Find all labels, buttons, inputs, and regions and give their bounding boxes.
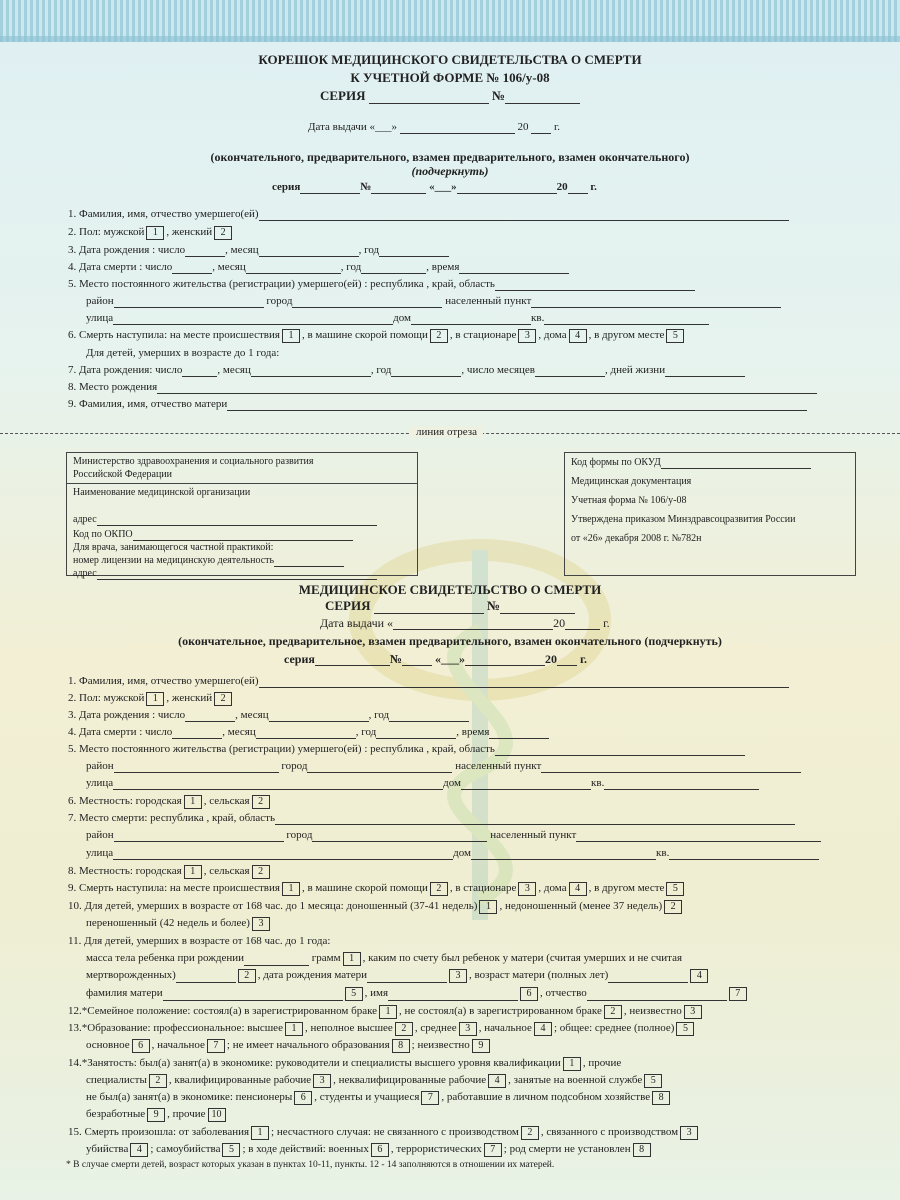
stub-line-5c: улица дом кв. <box>86 311 709 325</box>
cert-prev-series: серия № «___» 20 г. <box>284 652 588 666</box>
cert-line-14c: не был(а) занят(а) в экономике: пенсионеры 6 , студенты и учащиеся 7 , работавшие в личном подсобном хозяйстве 8 <box>86 1090 672 1105</box>
cert-line-11b: масса тела ребенка при рождении грамм 1 , каким по счету был ребенок у матери (считая умерших и не считая <box>86 952 683 964</box>
cert-line-7: 7. Место смерти: республика , край, область <box>68 811 795 825</box>
cert-line-5c: улица дом кв. <box>86 776 759 790</box>
cert-line-2: 2. Пол: мужской 1 , женский 2 <box>68 691 234 706</box>
cert-line-10: 10. Для детей, умерших в возрасте от 168 час. до 1 месяца: доношенный (37-41 недель) 1 , недоношенный (менее 37 недель) 2 <box>68 899 684 914</box>
cert-line-11d: фамилия матери 5 , имя 6 , отчество 7 <box>86 986 749 1001</box>
cert-line-9: 9. Смерть наступила: на месте происшествия 1 , в машине скорой помощи 2 , в стационаре 3 , дома 4 , в другом месте 5 <box>68 881 686 896</box>
organization-box: Министерство здравоохранения и социального развития Российской Федерации Наименование медицинской организации адрес Код по ОКПО Для врача, занимающегося частной практикой: номер лицензии на медицинскую деятельность адрес <box>66 452 418 576</box>
cert-line-6: 6. Местность: городская 1 , сельская 2 <box>68 794 272 809</box>
stub-line-7: 7. Дата рождения: число , месяц , год , число месяцев , дней жизни <box>68 363 745 377</box>
stub-line-9: 9. Фамилия, имя, отчество матери <box>68 397 807 411</box>
cert-line-11c: мертворожденных) 2 , дата рождения матери 3 , возраст матери (полных лет) 4 <box>86 968 710 983</box>
cert-title: МЕДИЦИНСКОЕ СВИДЕТЕЛЬСТВО О СМЕРТИ <box>298 582 602 597</box>
form-code-box: Код формы по ОКУД Медицинская документация Учетная форма № 106/у-08 Утверждена приказом Минздравсоцразвития России от «26» декабря 2008 г. №782н <box>564 452 856 576</box>
cert-line-10b: переношенный (42 недель и более) 3 <box>86 916 272 931</box>
cert-line-14: 14.*Занятость: был(а) занят(а) в экономике: руководители и специалисты высшего уровня квалификации 1 , прочие <box>68 1057 622 1069</box>
stub-line-1: 1. Фамилия, имя, отчество умершего(ей) <box>68 207 789 221</box>
cert-series-line: СЕРИЯ № <box>0 598 900 614</box>
stub-issue-date: Дата выдачи «___» 20 г. <box>308 121 560 133</box>
cert-line-7c: улица дом кв. <box>86 846 819 860</box>
stub-series-line: СЕРИЯ № <box>0 88 900 104</box>
footnote: * В случае смерти детей, возраст которых указан в пунктах 10-11, пункты. 12 - 14 заполняются в отношении их матерей. <box>66 1160 555 1170</box>
stub-line-8: 8. Место рождения <box>68 380 817 394</box>
cert-line-1: 1. Фамилия, имя, отчество умершего(ей) <box>68 674 789 688</box>
cert-line-7b: район город населенный пункт <box>86 828 821 842</box>
cert-line-12: 12.*Семейное положение: состоял(а) в зарегистрированном браке 1 , не состоял(а) в зарегистрированном браке 2 , неизвестно 3 <box>68 1004 704 1019</box>
stub-title: КОРЕШОК МЕДИЦИНСКОГО СВИДЕТЕЛЬСТВА О СМЕРТИ <box>258 52 642 67</box>
stub-subtitle: К УЧЕТНОЙ ФОРМЕ № 106/у-08 <box>350 70 550 85</box>
cert-issue-date: Дата выдачи « 20 г. <box>320 616 610 630</box>
cert-line-14d: безработные 9 , прочие 10 <box>86 1107 228 1122</box>
stub-line-2: 2. Пол: мужской 1 , женский 2 <box>68 225 234 240</box>
cert-types: (окончательное, предварительное, взамен предварительного, взамен окончательного (подчеркнуть) <box>178 634 722 648</box>
cert-line-3: 3. Дата рождения : число , месяц , год <box>68 708 469 722</box>
cert-line-11: 11. Для детей, умерших в возрасте от 168 час. до 1 года: <box>68 935 331 947</box>
issue-month-field[interactable] <box>400 122 515 134</box>
series-field[interactable] <box>369 92 489 104</box>
stub-line-4: 4. Дата смерти : число , месяц , год , время <box>68 260 569 274</box>
stub-line-6-note: Для детей, умерших в возрасте до 1 года: <box>86 347 280 359</box>
stub-line-6: 6. Смерть наступила: на месте происшествия 1 , в машине скорой помощи 2 , в стационаре 3 , дома 4 , в другом месте 5 <box>68 328 686 343</box>
cert-line-5b: район город населенный пункт <box>86 759 801 773</box>
cert-line-13: 13.*Образование: профессиональное: высшее 1 , неполное высшее 2 , среднее 3 , начальное 4 ; общее: среднее (полное) 5 <box>68 1021 696 1036</box>
cert-line-13b: основное 6 , начальное 7 ; не имеет начального образования 8 ; неизвестно 9 <box>86 1038 492 1053</box>
cert-line-15: 15. Смерть произошла: от заболевания 1 ; несчастного случая: не связанного с производством 2 , связанного с производством 3 <box>68 1125 700 1140</box>
cut-line-label: линия отреза <box>410 426 483 438</box>
cert-line-15b: убийства 4 ; самоубийства 5 ; в ходе действий: военных 6 , террористических 7 ; род смерти не установлен 8 <box>86 1142 653 1157</box>
stub-types: (окончательного, предварительного, взамен предварительного, взамен окончательного) <box>210 150 690 164</box>
stub-line-5: 5. Место постоянного жительства (регистрации) умершего(ей) : республика , край, область <box>68 277 695 291</box>
number-field[interactable] <box>505 92 580 104</box>
stub-line-5b: район город населенный пункт <box>86 294 781 308</box>
cert-line-4: 4. Дата смерти : число , месяц , год , время <box>68 725 549 739</box>
stub-line-3: 3. Дата рождения : число , месяц , год <box>68 243 449 257</box>
stub-prev-series: серия № «___» 20 г. <box>272 181 597 193</box>
cert-line-8: 8. Местность: городская 1 , сельская 2 <box>68 864 272 879</box>
stub-underline-note: (подчеркнуть) <box>411 164 489 178</box>
cert-line-14b: специалисты 2 , квалифицированные рабочие 3 , неквалифицированные рабочие 4 , занятые на военной службе 5 <box>86 1073 664 1088</box>
cert-line-5: 5. Место постоянного жительства (регистрации) умершего(ей) : республика , край, область <box>68 742 745 756</box>
